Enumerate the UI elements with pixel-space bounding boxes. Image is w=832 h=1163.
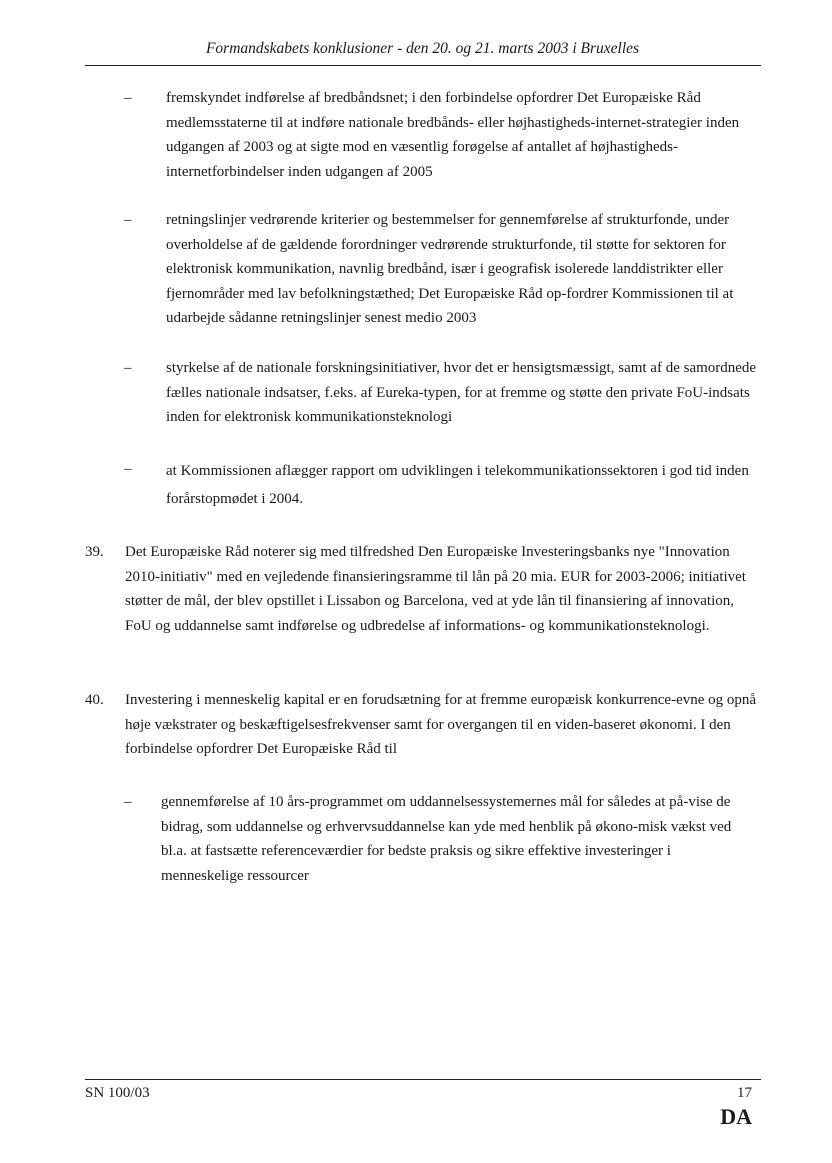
language-code: DA bbox=[720, 1104, 752, 1129]
bullet-dash: – bbox=[124, 360, 132, 376]
bullet-text: retningslinjer vedrørende kriterier og bestemmelser for gennemførelse af strukturfonde, under overholdelse af de gældende forordninger vedrørende strukturfonde, til støtte for sektoren for elektronisk kommunikation, navnlig bredbånd, især i geografisk isolerede landdistrikter eller fjernområder med lav befolkningstæthed; Det Europæiske Råd op-fordrer Kommissionen til at udarbejde sådanne retningslinjer senest medio 2003 bbox=[166, 212, 734, 326]
paragraph-text: Investering i menneskelig kapital er en forudsætning for at fremme europæisk konkurrence-evne og opnå høje vækstrater og beskæftigelsesfrekvenser samt for overgangen til en viden-baseret økonomi. I den forbindelse opfordrer Det Europæiske Råd til bbox=[125, 692, 757, 757]
bullet-item bbox=[124, 86, 764, 186]
bullet-text: fremskyndet indførelse af bredbåndsnet; i den forbindelse opfordrer Det Europæiske Råd medlemsstaterne til at indføre nationale bredbånds- eller højhastigheds-internet-strategier inden udgangen af 2003 og at sigte mod en væsentlig forøgelse af antallet af højhastigheds-internetforbindelser inden udgangen af 2005 bbox=[166, 90, 740, 180]
bullet-text: gennemførelse af 10 års-programmet om uddannelsessystemernes mål for således at på-vise de bidrag, som uddannelse og erhvervsuddannelse kan yde med henblik på økono-misk vækst ved bl.a. at fastsætte referenceværdier for bedste praksis og sikre effektive investeringer i menneskelige ressourcer bbox=[161, 794, 732, 884]
bullet-dash: – bbox=[124, 461, 132, 477]
running-header: Formandskabets konklusioner - den 20. og 21. marts 2003 i Bruxelles bbox=[205, 40, 640, 57]
bullet-item bbox=[124, 457, 764, 512]
bullet-item bbox=[124, 356, 764, 431]
numbered-paragraph bbox=[85, 540, 765, 665]
header-rule bbox=[85, 65, 761, 66]
bullet-item bbox=[124, 208, 764, 333]
numbered-paragraph bbox=[85, 688, 765, 763]
paragraph-number: 40. bbox=[85, 692, 104, 708]
paragraph-number: 39. bbox=[85, 544, 104, 560]
document-reference: SN 100/03 bbox=[85, 1085, 150, 1101]
bullet-dash: – bbox=[124, 794, 132, 810]
page-number: 17 bbox=[737, 1085, 752, 1101]
paragraph-text: Det Europæiske Råd noterer sig med tilfredshed Den Europæiske Investeringsbanks nye "Innovation 2010-initiativ" med en vejledende finansieringsramme til lån på 20 mia. EUR for 2003-2006; initiativet støtter de mål, der blev opstillet i Lissabon og Barcelona, ved at yde lån til finansiering af innovation, FoU og uddannelse samt indførelse og udbredelse af informations- og kommunikationsteknologi. bbox=[125, 544, 746, 634]
bullet-item bbox=[124, 790, 764, 890]
bullet-text: styrkelse af de nationale forskningsinitiativer, hvor det er hensigtsmæssigt, samt af de samordnede fælles nationale indsatser, f.eks. af Eureka-typen, for at fremme og støtte den private FoU-indsats inden for elektronisk kommunikationsteknologi bbox=[166, 360, 757, 425]
bullet-dash: – bbox=[124, 90, 132, 106]
footer-rule bbox=[85, 1079, 761, 1080]
bullet-text: at Kommissionen aflægger rapport om udviklingen i telekommunikationssektoren i god tid inden forårstopmødet i 2004. bbox=[166, 463, 749, 507]
bullet-dash: – bbox=[124, 212, 132, 228]
